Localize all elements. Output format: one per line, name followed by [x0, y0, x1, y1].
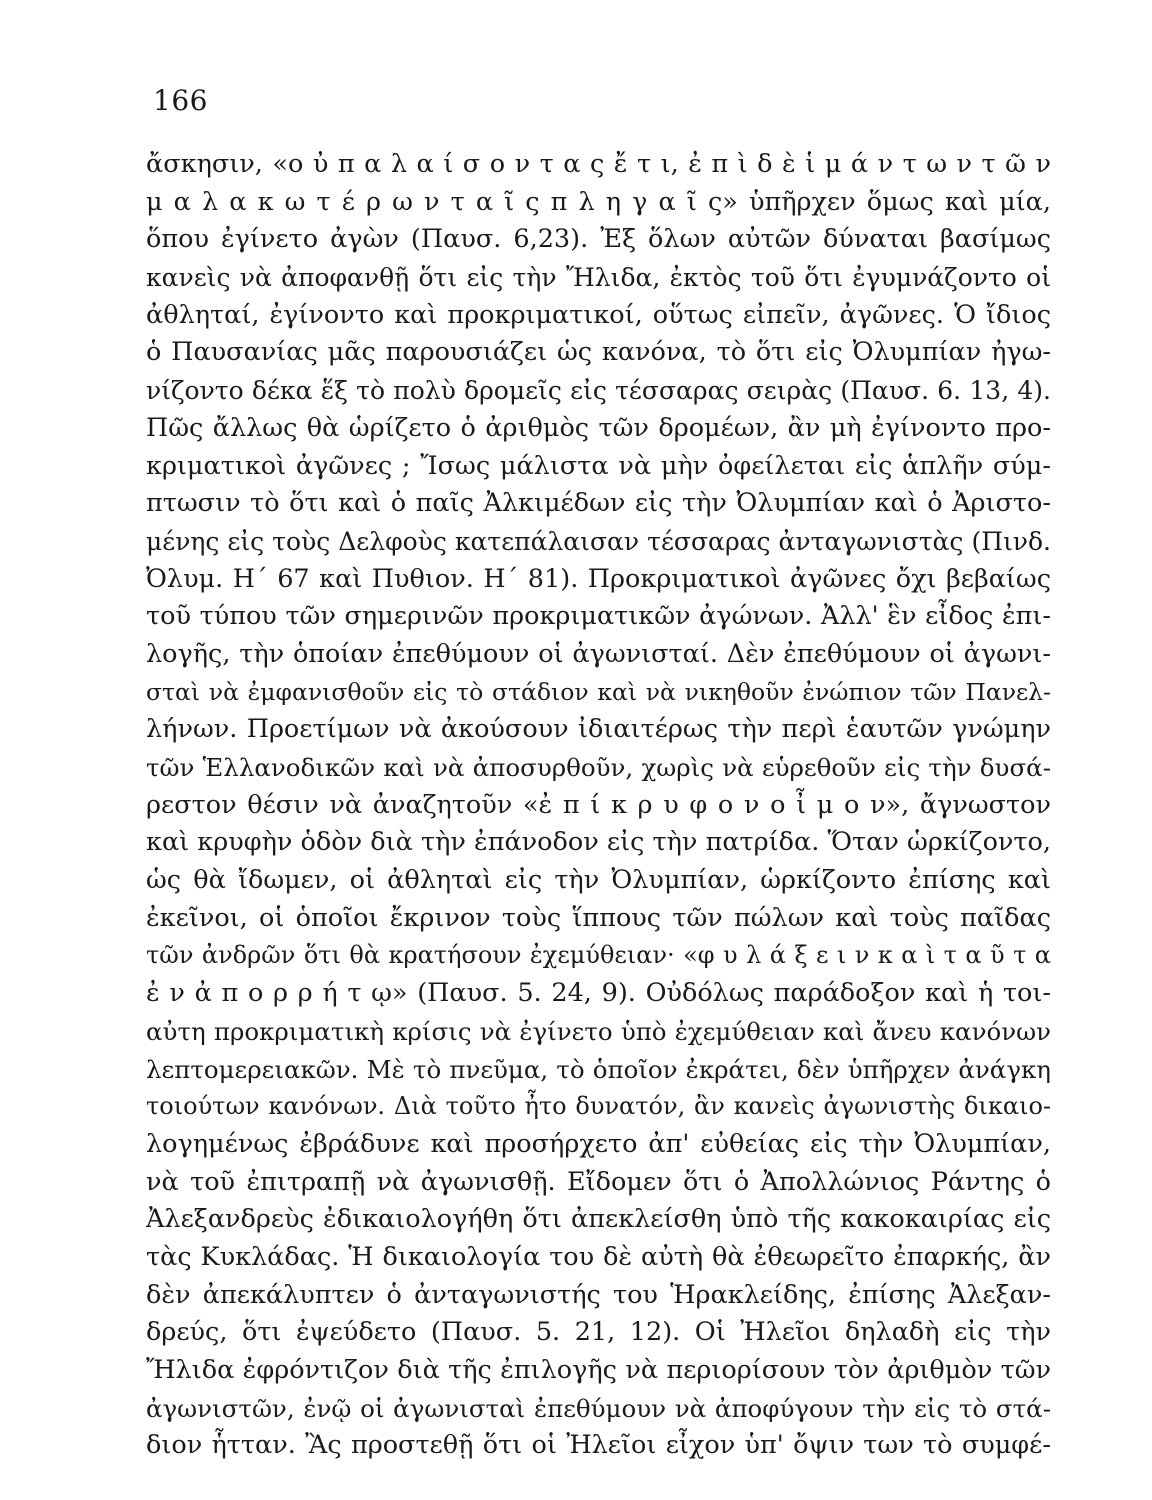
text-line: ρεστον θέσιν νὰ ἀναζητοῦν «ἐ π ί κ ρ υ φ ο ν ο ἶ μ ο ν», ἄγνωστον	[146, 789, 1051, 820]
text-line: σταὶ νὰ ἐμφανισθοῦν εἰς τὸ στάδιον καὶ νὰ νικηθοῦν ἐνώπιον τῶν Πανελ-	[146, 677, 1051, 706]
text-line: ἀθληταί, ἐγίνοντο καὶ προκριματικοί, οὕτως εἰπεῖν, ἀγῶνες. Ὁ ἴδιος	[146, 299, 1051, 330]
text-line: ἄσκησιν, «ο ὐ π α λ α ί σ ο ν τ α ς ἔ τ ι, ἐ π ὶ δ ὲ ἱ μ ά ν τ ω ν τ ῶ ν	[146, 149, 1051, 179]
text-line: πτωσιν τὸ ὅτι καὶ ὁ παῖς Ἀλκιμέδων εἰς τὴν Ὀλυμπίαν καὶ ὁ Ἀριστο-	[146, 488, 1051, 519]
body-text	[146, 146, 1051, 1465]
text-line: τοιούτων κανόνων. Διὰ τοῦτο ἦτο δυνατόν, ἂν κανεὶς ἀγωνιστὴς δικαιο-	[146, 1092, 1051, 1121]
text-line: ἀγωνιστῶν, ἐνῷ οἱ ἀγωνισταὶ ἐπεθύμουν νὰ ἀποφύγουν τὴν εἰς τὸ στά-	[146, 1393, 1051, 1423]
text-line: Ἤλιδα ἐφρόντιζον διὰ τῆς ἐπιλογῆς νὰ περιορίσουν τὸν ἀριθμὸν τῶν	[146, 1355, 1051, 1385]
text-line: λήνων. Προετίμων νὰ ἀκούσουν ἰδιαιτέρως τὴν περὶ ἑαυτῶν γνώμην	[146, 714, 1051, 745]
text-line: τῶν Ἑλλανοδικῶν καὶ νὰ ἀποσυρθοῦν, χωρὶς νὰ εὑρεθοῦν εἰς τὴν δυσά-	[146, 753, 1051, 782]
text-line: μ α λ α κ ω τ έ ρ ω ν τ α ῖ ς π λ η γ α ῖ ς» ὑπῆρχεν ὅμως καὶ μία,	[146, 186, 1051, 217]
text-line: δρεύς, ὅτι ἐψεύδετο (Παυσ. 5. 21, 12). Οἱ Ἠλεῖοι δηλαδὴ εἰς τὴν	[146, 1317, 1051, 1348]
page-number: 166	[153, 84, 208, 117]
text-line: λεπτομερειακῶν. Μὲ τὸ πνεῦμα, τὸ ὁποῖον ἐκράτει, δὲν ὑπῆρχεν ἀνάγκη	[146, 1054, 1051, 1084]
text-line: ὡς θὰ ἴδωμεν, οἱ ἀθληταὶ εἰς τὴν Ὀλυμπίαν, ὡρκίζοντο ἐπίσης καὶ	[146, 865, 1051, 896]
text-line: κανεὶς νὰ ἀποφανθῇ ὅτι εἰς τὴν Ἤλιδα, ἐκτὸς τοῦ ὅτι ἐγυμνάζοντο οἱ	[146, 263, 1051, 293]
text-line: αὐτη προκριματικὴ κρίσις νὰ ἐγίνετο ὑπὸ ἐχεμύθειαν καὶ ἄνευ κανόνων	[146, 1016, 1051, 1046]
text-line: κριματικοὶ ἀγῶνες ; Ἴσως μάλιστα νὰ μὴν ὀφείλεται εἰς ἁπλῆν σύμ-	[146, 450, 1051, 481]
text-line: τὰς Κυκλάδας. Ἡ δικαιολογία του δὲ αὐτὴ θὰ ἐθεωρεῖτο ἐπαρκής, ἂν	[146, 1241, 1051, 1272]
text-line: Ὀλυμ. Η΄ 67 καὶ Πυθιον. Η΄ 81). Προκριματικοὶ ἀγῶνες ὄχι βεβαίως	[146, 563, 1051, 594]
text-line: ἐκεῖνοι, οἱ ὁποῖοι ἔκρινον τοὺς ἵππους τῶν πώλων καὶ τοὺς παῖδας	[146, 902, 1051, 933]
text-line: δὲν ἀπεκάλυπτεν ὁ ἀνταγωνιστής του Ἡρακλείδης, ἐπίσης Ἀλεξαν-	[146, 1279, 1051, 1310]
text-line: ὁ Παυσανίας μᾶς παρουσιάζει ὡς κανόνα, τὸ ὅτι εἰς Ὀλυμπίαν ἠγω-	[146, 337, 1051, 368]
text-line: λογημένως ἐβράδυνε καὶ προσήρχετο ἀπ' εὐθείας εἰς τὴν Ὀλυμπίαν,	[146, 1128, 1051, 1159]
text-line: νίζοντο δέκα ἕξ τὸ πολὺ δρομεῖς εἰς τέσσαρας σειρὰς (Παυσ. 6. 13, 4).	[146, 376, 1051, 406]
text-line: ἐ ν ἀ π ο ρ ρ ή τ ῳ» (Παυσ. 5. 24, 9). Οὐδόλως παράδοξον καὶ ἡ τοι-	[146, 978, 1051, 1009]
text-line: Ἀλεξανδρεὺς ἐδικαιολογήθη ὅτι ἀπεκλείσθη ὑπὸ τῆς κακοκαιρίας εἰς	[146, 1204, 1051, 1235]
text-line: λογῆς, τὴν ὁποίαν ἐπεθύμουν οἱ ἀγωνισταί. Δὲν ἐπεθύμουν οἱ ἀγωνι-	[146, 638, 1051, 669]
text-line: νὰ τοῦ ἐπιτραπῇ νὰ ἀγωνισθῇ. Εἴδομεν ὅτι ὁ Ἀπολλώνιος Ράντης ὁ	[146, 1166, 1051, 1197]
text-line: Πῶς ἄλλως θὰ ὡρίζετο ὁ ἀριθμὸς τῶν δρομέων, ἂν μὴ ἐγίνοντο προ-	[146, 412, 1051, 443]
text-line: τοῦ τύπου τῶν σημερινῶν προκριματικῶν ἀγώνων. Ἀλλ' ἓν εἶδος ἐπι-	[146, 601, 1051, 632]
text-line: μένης εἰς τοὺς Δελφοὺς κατεπάλαισαν τέσσαρας ἀνταγωνιστὰς (Πινδ.	[146, 526, 1051, 556]
text-line: διον ἧτταν. Ἂς προστεθῇ ὅτι οἱ Ἠλεῖοι εἶχον ὑπ' ὄψιν των τὸ συμφέ-	[146, 1430, 1051, 1461]
text-line: καὶ κρυφὴν ὁδὸν διὰ τὴν ἐπάνοδον εἰς τὴν πατρίδα. Ὅταν ὡρκίζοντο,	[146, 827, 1051, 858]
text-line: ὅπου ἐγίνετο ἀγὼν (Παυσ. 6,23). Ἐξ ὅλων αὐτῶν δύναται βασίμως	[146, 224, 1051, 255]
text-line: τῶν ἀνδρῶν ὅτι θὰ κρατήσουν ἐχεμύθειαν· «φ υ λ ά ξ ε ι ν κ α ὶ τ α ῦ τ α	[146, 941, 1051, 970]
